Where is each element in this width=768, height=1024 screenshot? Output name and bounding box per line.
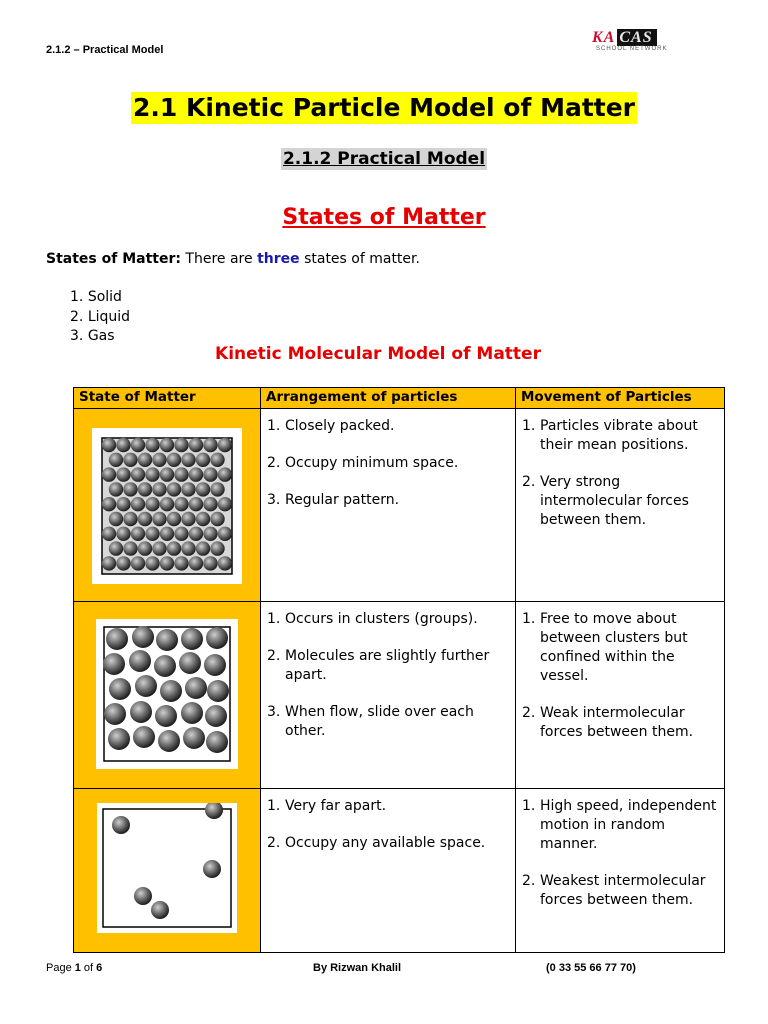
particle bbox=[155, 705, 177, 727]
particle bbox=[109, 512, 123, 526]
particle bbox=[167, 512, 181, 526]
particle bbox=[102, 556, 116, 570]
particle bbox=[145, 556, 159, 570]
particle bbox=[183, 727, 205, 749]
particle bbox=[108, 728, 130, 750]
states-list bbox=[46, 288, 130, 347]
particle bbox=[116, 527, 130, 541]
particle bbox=[103, 653, 125, 675]
particle bbox=[210, 512, 224, 526]
table-title: Kinetic Molecular Model of Matter bbox=[215, 344, 541, 364]
particle bbox=[131, 556, 145, 570]
particle bbox=[135, 675, 157, 697]
particle bbox=[123, 482, 137, 496]
particle bbox=[152, 453, 166, 467]
gas-image-cell bbox=[74, 789, 261, 953]
solid-particles-diagram bbox=[92, 428, 242, 584]
particle bbox=[189, 556, 203, 570]
particle bbox=[181, 702, 203, 724]
particle bbox=[160, 556, 174, 570]
particle bbox=[167, 541, 181, 555]
particle bbox=[196, 541, 210, 555]
particle bbox=[145, 527, 159, 541]
particle bbox=[205, 705, 227, 727]
particle bbox=[167, 482, 181, 496]
particle bbox=[174, 527, 188, 541]
particle bbox=[138, 453, 152, 467]
particle bbox=[116, 467, 130, 481]
page-title: 2.1 Kinetic Particle Model of Matter bbox=[132, 93, 635, 122]
gas-particles-diagram bbox=[97, 803, 237, 933]
particle bbox=[109, 482, 123, 496]
particle bbox=[156, 629, 178, 651]
particle bbox=[158, 730, 180, 752]
movement-cell: 1. High speed, independent motion in random manner. 2. Weakest intermolecular forces between them. bbox=[516, 789, 725, 953]
particle bbox=[189, 527, 203, 541]
header-arrangement: Arrangement of particles bbox=[261, 388, 516, 409]
particle bbox=[181, 541, 195, 555]
particle bbox=[218, 527, 232, 541]
particle bbox=[203, 497, 217, 511]
particle bbox=[138, 541, 152, 555]
page-subtitle: 2.1.2 Practical Model bbox=[282, 149, 486, 169]
header-movement: Movement of Particles bbox=[516, 388, 725, 409]
particle bbox=[196, 512, 210, 526]
section-title: States of Matter bbox=[282, 205, 486, 230]
particle bbox=[160, 438, 174, 452]
particle bbox=[218, 438, 232, 452]
author: By Rizwan Khalil bbox=[313, 962, 402, 974]
table-header-row bbox=[74, 388, 725, 409]
list-item: 1. Solid bbox=[70, 289, 122, 305]
particle bbox=[131, 497, 145, 511]
particle bbox=[181, 453, 195, 467]
table-row bbox=[74, 602, 725, 789]
particle bbox=[196, 453, 210, 467]
particle bbox=[185, 677, 207, 699]
particle bbox=[102, 527, 116, 541]
particle bbox=[138, 512, 152, 526]
particle bbox=[131, 527, 145, 541]
particle bbox=[145, 497, 159, 511]
liquid-image-cell bbox=[74, 602, 261, 789]
particle bbox=[145, 438, 159, 452]
particle bbox=[181, 482, 195, 496]
particle bbox=[102, 497, 116, 511]
particle bbox=[174, 467, 188, 481]
particle bbox=[210, 541, 224, 555]
particle bbox=[109, 541, 123, 555]
particle bbox=[174, 497, 188, 511]
particle bbox=[174, 556, 188, 570]
page-number: Page 1 of 6 bbox=[46, 962, 103, 974]
particle bbox=[203, 467, 217, 481]
particle bbox=[203, 860, 221, 878]
particle bbox=[138, 482, 152, 496]
particle bbox=[131, 467, 145, 481]
particle bbox=[203, 438, 217, 452]
particle bbox=[160, 497, 174, 511]
particle bbox=[154, 655, 176, 677]
particle bbox=[218, 497, 232, 511]
list-item: 2. Liquid bbox=[70, 308, 131, 325]
particle bbox=[134, 887, 152, 905]
particle bbox=[203, 556, 217, 570]
particle bbox=[152, 512, 166, 526]
particle bbox=[112, 816, 130, 834]
particle bbox=[189, 438, 203, 452]
particle bbox=[181, 512, 195, 526]
movement-cell: 1. Free to move about between clusters but confined within the vessel. 2. Weak intermolecular forces between them. bbox=[516, 602, 725, 789]
table-row bbox=[74, 789, 725, 953]
particle bbox=[210, 453, 224, 467]
list-item: 3. Gas bbox=[70, 328, 115, 344]
particle bbox=[167, 453, 181, 467]
particle bbox=[204, 654, 226, 676]
particle bbox=[123, 541, 137, 555]
table-row bbox=[74, 409, 725, 602]
liquid-particles-diagram bbox=[96, 619, 238, 769]
particle bbox=[152, 541, 166, 555]
particle bbox=[218, 467, 232, 481]
particle bbox=[109, 678, 131, 700]
movement-cell: 1. Particles vibrate about their mean positions. 2. Very strong intermolecular forces between them. bbox=[516, 409, 725, 602]
intro-paragraph: States of Matter: There are three states of matter. bbox=[46, 251, 420, 267]
particle bbox=[210, 482, 224, 496]
school-logo: KA CAS SCHOOL NETWORK bbox=[592, 29, 668, 52]
particle bbox=[203, 527, 217, 541]
particle bbox=[196, 482, 210, 496]
particle bbox=[116, 497, 130, 511]
particle bbox=[132, 626, 154, 648]
particle bbox=[123, 453, 137, 467]
particle bbox=[206, 731, 228, 753]
particle bbox=[174, 438, 188, 452]
particle bbox=[123, 512, 137, 526]
particle bbox=[104, 703, 126, 725]
particle bbox=[102, 467, 116, 481]
particle bbox=[133, 726, 155, 748]
particle bbox=[181, 628, 203, 650]
particle bbox=[189, 497, 203, 511]
header-state: State of Matter bbox=[74, 388, 261, 409]
running-header: 2.1.2 – Practical Model bbox=[46, 44, 164, 56]
particle bbox=[130, 701, 152, 723]
particle bbox=[145, 467, 159, 481]
particle bbox=[160, 680, 182, 702]
particle bbox=[152, 482, 166, 496]
particle bbox=[116, 438, 130, 452]
arrangement-cell: 1. Occurs in clusters (groups). 2. Molecules are slightly further apart. 3. When flow, slide over each other. bbox=[261, 602, 516, 789]
particle bbox=[106, 628, 128, 650]
particle bbox=[179, 652, 201, 674]
particle bbox=[160, 467, 174, 481]
particle bbox=[218, 556, 232, 570]
particle bbox=[206, 627, 228, 649]
arrangement-cell: 1. Closely packed. 2. Occupy minimum space. 3. Regular pattern. bbox=[261, 409, 516, 602]
particle bbox=[160, 527, 174, 541]
particle bbox=[102, 438, 116, 452]
arrangement-cell: 1. Very far apart. 2. Occupy any available space. bbox=[261, 789, 516, 953]
particle bbox=[129, 650, 151, 672]
particle bbox=[189, 467, 203, 481]
phone-number: (0 33 55 66 77 70) bbox=[546, 962, 636, 974]
particle bbox=[109, 453, 123, 467]
particle bbox=[116, 556, 130, 570]
particle bbox=[151, 901, 169, 919]
particle bbox=[207, 680, 229, 702]
kinetic-model-table bbox=[73, 387, 725, 953]
solid-image-cell bbox=[74, 409, 261, 602]
particle bbox=[131, 438, 145, 452]
